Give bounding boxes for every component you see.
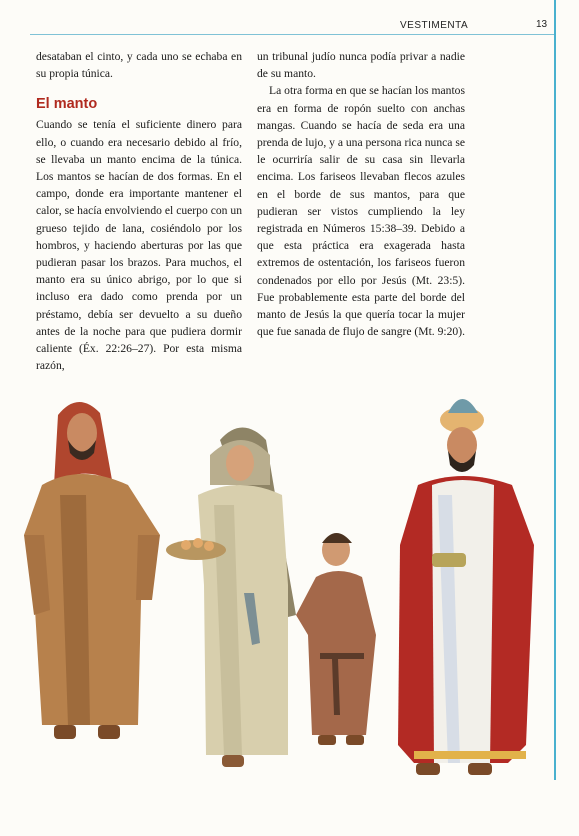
body-paragraph: La otra forma en que se hacían los mantos era en forma de ropón suelto con anchas mangas. Cuando se hacía de seda era una prenda de lujo, y a una persona rica nunca se le ocurriría salir de su casa sin llevarla encima. Los fariseos llevaban flecos azules en el borde de sus mantos, para que pudieran ser vistos cumpliendo la ley registrada en Números 15:38–39. Debido a que esta práctica era exagerada hasta extremos de ostentación, los fariseos fueron condenados por ello por Jesús (Mt. 23:5). Fue probablemente esta parte del borde del manto de Jesús la que quería tocar la mujer que fue sanada de flujo de sangre (Mt. 9:20). [257, 84, 465, 339]
figure-man-brown-cloak [24, 402, 160, 739]
clothing-illustration [20, 385, 550, 825]
continuation-paragraph: un tribunal judío nunca podía privar a nadie de su manto. [257, 50, 465, 81]
running-head: VESTIMENTA [400, 20, 469, 31]
figure-woman-veil [166, 428, 296, 768]
left-column [36, 48, 242, 374]
header-rule [30, 34, 555, 35]
section-heading: El manto [36, 96, 98, 113]
side-rule [554, 0, 556, 780]
figure-child-tunic [296, 533, 376, 745]
right-column [257, 48, 465, 340]
figure-pharisee-robe [398, 399, 534, 775]
page-number: 13 [536, 19, 548, 30]
body-paragraph: Cuando se tenía el suficiente dinero para ello, o cuando era necesario debido al frío, se llevaba un manto encima de la túnica. Los mantos se hacían de dos formas. En el campo, donde era importante mantener el calor, se hacía envolviendo el cuerpo con un grueso tejido de lana, cosiéndolo por los hombros, y haciendo aberturas por las que pudieran pasar los brazos. Para muchos, el manto era su único abrigo, por lo que si incluso era dado como prenda por un préstamo, debía ser devuelto a su dueño antes de la noche para que pudiera dormir caliente (Éx. 22:26–27). Por esta misma razón, [36, 118, 242, 373]
continuation-paragraph: desataban el cinto, y cada uno se echaba en su propia túnica. [36, 50, 242, 81]
